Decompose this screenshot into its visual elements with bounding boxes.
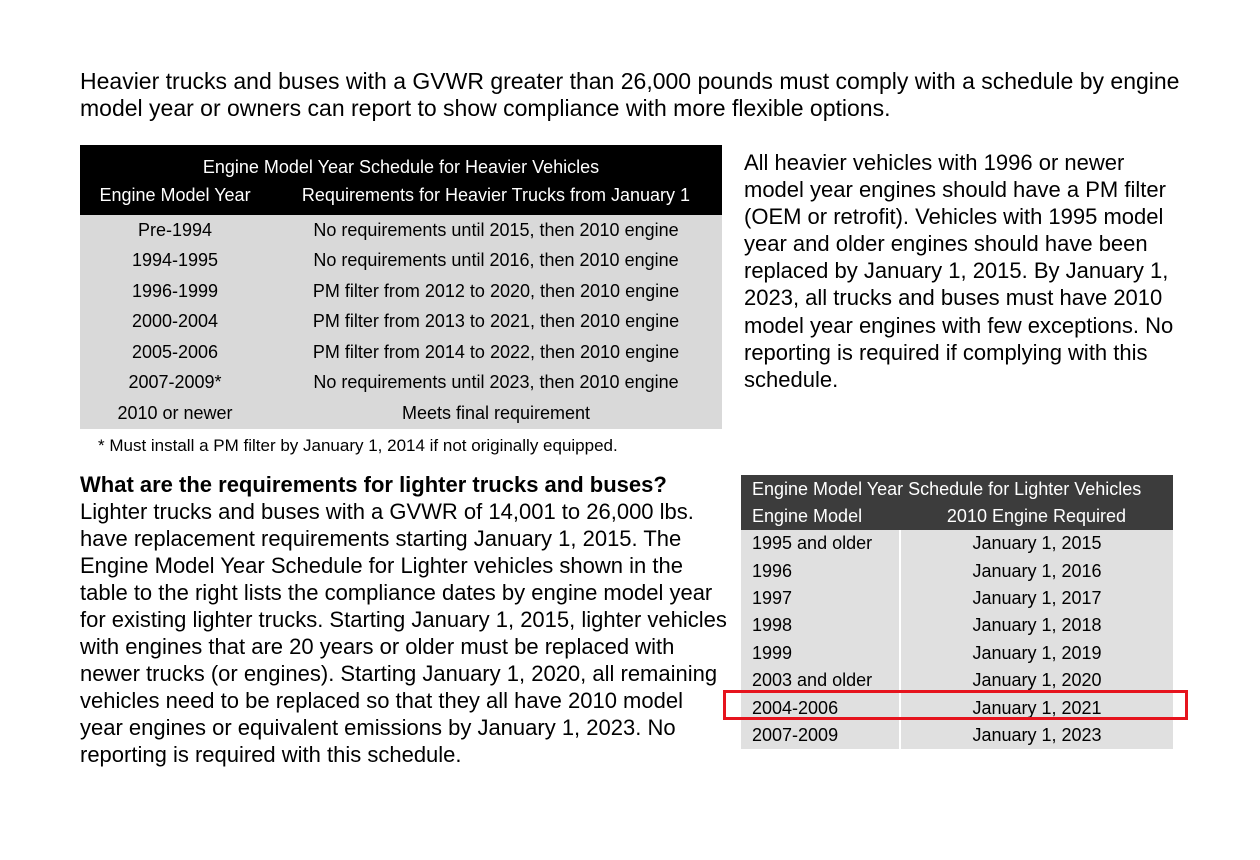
light-cell-date: January 1, 2020 (900, 667, 1173, 694)
table-row (80, 368, 722, 399)
table-row (80, 398, 722, 429)
light-cell-date: January 1, 2015 (900, 530, 1173, 557)
table-row (741, 557, 1173, 584)
light-cell-model: 1995 and older (741, 530, 900, 557)
heavier-vehicles-table (80, 145, 722, 429)
heavy-cell-year: 2000-2004 (80, 307, 270, 338)
section-heading: What are the requirements for lighter trucks and buses? (80, 472, 667, 497)
heavy-cell-requirement: No requirements until 2016, then 2010 engine (270, 246, 722, 277)
light-cell-model: 1997 (741, 585, 900, 612)
heavy-cell-year: 1996-1999 (80, 276, 270, 307)
table-row (741, 612, 1173, 639)
light-cell-model: 2004-2006 (741, 694, 900, 721)
table-row (80, 246, 722, 277)
light-cell-date: January 1, 2017 (900, 585, 1173, 612)
light-table-caption: Engine Model Year Schedule for Lighter Vehicles (741, 475, 1173, 503)
heavy-cell-year: Pre-1994 (80, 215, 270, 246)
heavier-vehicles-summary: All heavier vehicles with 1996 or newer model year engines should have a PM filter (OEM or retrofit). Vehicles with 1995 model year and older engines should have been replaced by January 1, 2015. By January 1, 2023, all trucks and buses must have 2010 model year engines with few exceptions. No reporting is required if complying with this schedule. (744, 150, 1174, 392)
light-cell-date: January 1, 2019 (900, 640, 1173, 667)
light-header-required-date: 2010 Engine Required (900, 503, 1173, 530)
lighter-vehicles-section (80, 471, 730, 768)
light-cell-model: 2003 and older (741, 667, 900, 694)
section-body: Lighter trucks and buses with a GVWR of 14,001 to 26,000 lbs. have replacement requirements starting January 1, 2015. The Engine Model Year Schedule for Lighter vehicles shown in the table to the right lists the compliance dates by engine model year for existing lighter trucks. Starting January 1, 2015, lighter vehicles with engines that are 20 years or older must be replaced with newer trucks (or engines). Starting January 1, 2020, all remaining vehicles need to be replaced so that they all have 2010 model year engines or equivalent emissions by January 1, 2023. No reporting is required with this schedule. (80, 499, 727, 767)
table-row (741, 667, 1173, 694)
table-row (80, 215, 722, 246)
light-cell-date: January 1, 2018 (900, 612, 1173, 639)
light-cell-date: January 1, 2016 (900, 557, 1173, 584)
lighter-vehicles-table (741, 475, 1173, 749)
heavy-cell-requirement: No requirements until 2015, then 2010 engine (270, 215, 722, 246)
light-cell-date: January 1, 2023 (900, 722, 1173, 749)
table-row (80, 337, 722, 368)
heavy-header-requirements: Requirements for Heavier Trucks from January 1 (270, 185, 722, 215)
heavy-cell-year: 2007-2009* (80, 368, 270, 399)
heavy-cell-requirement: PM filter from 2012 to 2020, then 2010 engine (270, 276, 722, 307)
heavy-table-caption: Engine Model Year Schedule for Heavier Vehicles (80, 145, 722, 185)
light-header-engine-model: Engine Model (741, 503, 900, 530)
table-row (741, 722, 1173, 749)
heavy-cell-year: 2005-2006 (80, 337, 270, 368)
heavy-cell-requirement: PM filter from 2013 to 2021, then 2010 engine (270, 307, 722, 338)
light-cell-model: 1999 (741, 640, 900, 667)
heavy-cell-year: 1994-1995 (80, 246, 270, 277)
light-cell-model: 2007-2009 (741, 722, 900, 749)
heavy-cell-year: 2010 or newer (80, 398, 270, 429)
heavy-cell-requirement: No requirements until 2023, then 2010 engine (270, 368, 722, 399)
table-row (80, 307, 722, 338)
table-row (80, 276, 722, 307)
table-row (741, 530, 1173, 557)
heavy-header-model-year: Engine Model Year (80, 185, 270, 215)
intro-paragraph: Heavier trucks and buses with a GVWR greater than 26,000 pounds must comply with a schedule by engine model year or owners can report to show compliance with more flexible options. (80, 68, 1180, 121)
light-cell-model: 1998 (741, 612, 900, 639)
light-cell-model: 1996 (741, 557, 900, 584)
heavy-cell-requirement: PM filter from 2014 to 2022, then 2010 engine (270, 337, 722, 368)
heavy-table-footnote: * Must install a PM filter by January 1, 2014 if not originally equipped. (98, 436, 618, 455)
table-row (741, 585, 1173, 612)
light-cell-date: January 1, 2021 (900, 694, 1173, 721)
heavy-cell-requirement: Meets final requirement (270, 398, 722, 429)
table-row-highlighted (741, 694, 1173, 721)
table-row (741, 640, 1173, 667)
